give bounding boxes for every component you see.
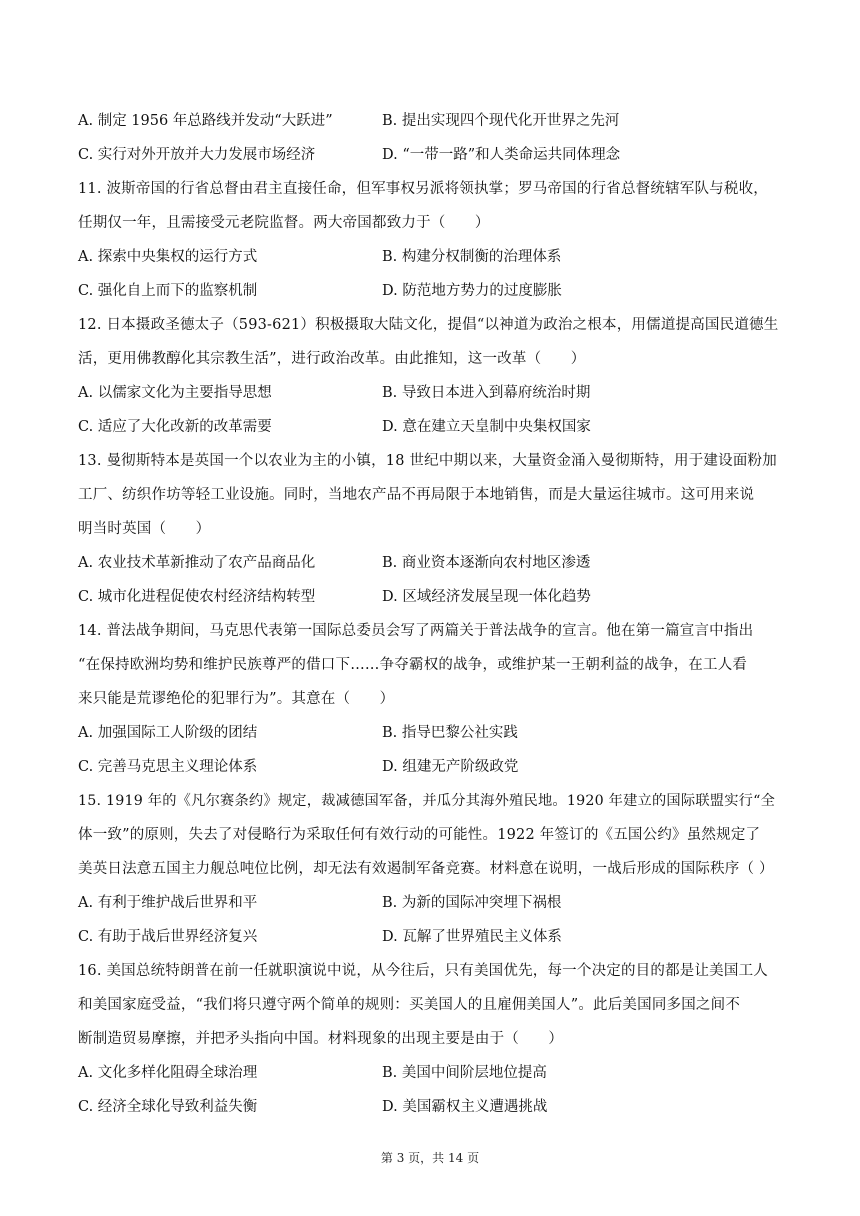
q11-stem-line-1: 11. 波斯帝国的行省总督由君主直接任命，但军事权另派将领执掌；罗马帝国的行省总督统辖军队与税收， [78, 181, 768, 197]
q10-option-c: C. 实行对外开放并大力发展市场经济 [78, 147, 316, 163]
q11-option-b: B. 构建分权制衡的治理体系 [382, 249, 562, 265]
q12-stem-line-2: 活，更用佛教醇化其宗教生活”，进行政治改革。由此推知，这一改革（ ） [78, 351, 586, 367]
q15-stem-line-3: 美英日法意五国主力舰总吨位比例，却无法有效遏制军备竞赛。材料意在说明，一战后形成的国际秩序（ ） [78, 861, 774, 877]
q11-option-a: A. 探索中央集权的运行方式 [78, 249, 258, 265]
q14-options-row-2 [78, 757, 780, 777]
q13-stem-line-2: 工厂、纺织作坊等轻工业设施。同时，当地农产品不再局限于本地销售，而是大量运往城市。这可用来说 [78, 487, 755, 503]
q13-options-row-2 [78, 587, 780, 607]
q12-stem-line-1: 12. 日本摄政圣德太子（593-621）积极摄取大陆文化，提倡“以神道为政治之根本，用儒道提高国民道德生 [78, 317, 779, 333]
q16-stem-line-1: 16. 美国总统特朗普在前一任就职演说中说，从今往后，只有美国优先，每一个决定的目的都是让美国工人 [78, 963, 768, 979]
q13-option-a: A. 农业技术革新推动了农产品商品化 [78, 555, 316, 571]
q10-options-row-2 [78, 145, 780, 165]
q15-option-c: C. 有助于战后世界经济复兴 [78, 929, 258, 945]
q12-options-row-2 [78, 417, 780, 437]
q10-options-row-1 [78, 111, 780, 131]
q11-option-d: D. 防范地方势力的过度膨胀 [382, 283, 562, 299]
q14-stem-line-3: 来只能是荒谬绝伦的犯罪行为”。其意在（ ） [78, 691, 395, 707]
q16-stem-line-2: 和美国家庭受益，“我们将只遵守两个简单的规则：买美国人的且雇佣美国人”。此后美国同多国之间不 [78, 997, 741, 1013]
q15-options-row-2 [78, 927, 780, 947]
q16-option-a: A. 文化多样化阻碍全球治理 [78, 1065, 258, 1081]
q16-option-d: D. 美国霸权主义遭遇挑战 [382, 1099, 548, 1115]
q10-option-b: B. 提出实现四个现代化开世界之先河 [382, 113, 620, 129]
q16-options-row-1 [78, 1063, 780, 1083]
q13-option-b: B. 商业资本逐渐向农村地区渗透 [382, 555, 591, 571]
q13-option-d: D. 区域经济发展呈现一体化趋势 [382, 589, 591, 605]
q12-option-b: B. 导致日本进入到幕府统治时期 [382, 385, 591, 401]
q14-option-c: C. 完善马克思主义理论体系 [78, 759, 258, 775]
q11-options-row-2 [78, 281, 780, 301]
q13-options-row-1 [78, 553, 780, 573]
q16-options-row-2 [78, 1097, 780, 1117]
q14-stem-line-1: 14. 普法战争期间，马克思代表第一国际总委员会写了两篇关于普法战争的宣言。他在第一篇宣言中指出 [78, 623, 754, 639]
q15-option-d: D. 瓦解了世界殖民主义体系 [382, 929, 562, 945]
q15-options-row-1 [78, 893, 780, 913]
q16-option-c: C. 经济全球化导致利益失衡 [78, 1099, 258, 1115]
q11-option-c: C. 强化自上而下的监察机制 [78, 283, 258, 299]
q15-option-b: B. 为新的国际冲突埋下祸根 [382, 895, 562, 911]
q14-option-d: D. 组建无产阶级政党 [382, 759, 519, 775]
q15-option-a: A. 有利于维护战后世界和平 [78, 895, 258, 911]
q10-option-d: D. “一带一路”和人类命运共同体理念 [382, 147, 621, 163]
q13-stem-line-1: 13. 曼彻斯特本是英国一个以农业为主的小镇，18 世纪中期以来，大量资金涌入曼彻斯特，用于建设面粉加 [78, 453, 777, 469]
q16-stem-line-3: 断制造贸易摩擦，并把矛头指向中国。材料现象的出现主要是由于（ ） [78, 1031, 564, 1047]
q10-option-a: A. 制定 1956 年总路线并发动“大跃进” [78, 113, 333, 129]
q13-stem-line-3: 明当时英国（ ） [78, 521, 211, 537]
q12-option-c: C. 适应了大化改新的改革需要 [78, 419, 272, 435]
q15-stem-line-2: 体一致”的原则，失去了对侵略行为采取任何有效行动的可能性。1922 年签订的《五国公约》虽然规定了 [78, 827, 761, 843]
q14-options-row-1 [78, 723, 780, 743]
q14-option-a: A. 加强国际工人阶级的团结 [78, 725, 258, 741]
q11-stem-line-2: 任期仅一年，且需接受元老院监督。两大帝国都致力于（ ） [78, 215, 490, 231]
q13-option-c: C. 城市化进程促使农村经济结构转型 [78, 589, 316, 605]
q11-options-row-1 [78, 247, 780, 267]
q16-option-b: B. 美国中间阶层地位提高 [382, 1065, 547, 1081]
q12-options-row-1 [78, 383, 780, 403]
q12-option-a: A. 以儒家文化为主要指导思想 [78, 385, 272, 401]
page-number-footer: 第 3 页，共 14 页 [380, 1151, 480, 1165]
q15-stem-line-1: 15. 1919 年的《凡尔赛条约》规定，裁减德国军备，并瓜分其海外殖民地。1920 年建立的国际联盟实行“全 [78, 793, 776, 809]
q12-option-d: D. 意在建立天皇制中央集权国家 [382, 419, 591, 435]
q14-stem-line-2: “在保持欧洲均势和维护民族尊严的借口下……争夺霸权的战争，或维护某一王朝利益的战争，在工人看 [78, 657, 748, 673]
q14-option-b: B. 指导巴黎公社实践 [382, 725, 518, 741]
